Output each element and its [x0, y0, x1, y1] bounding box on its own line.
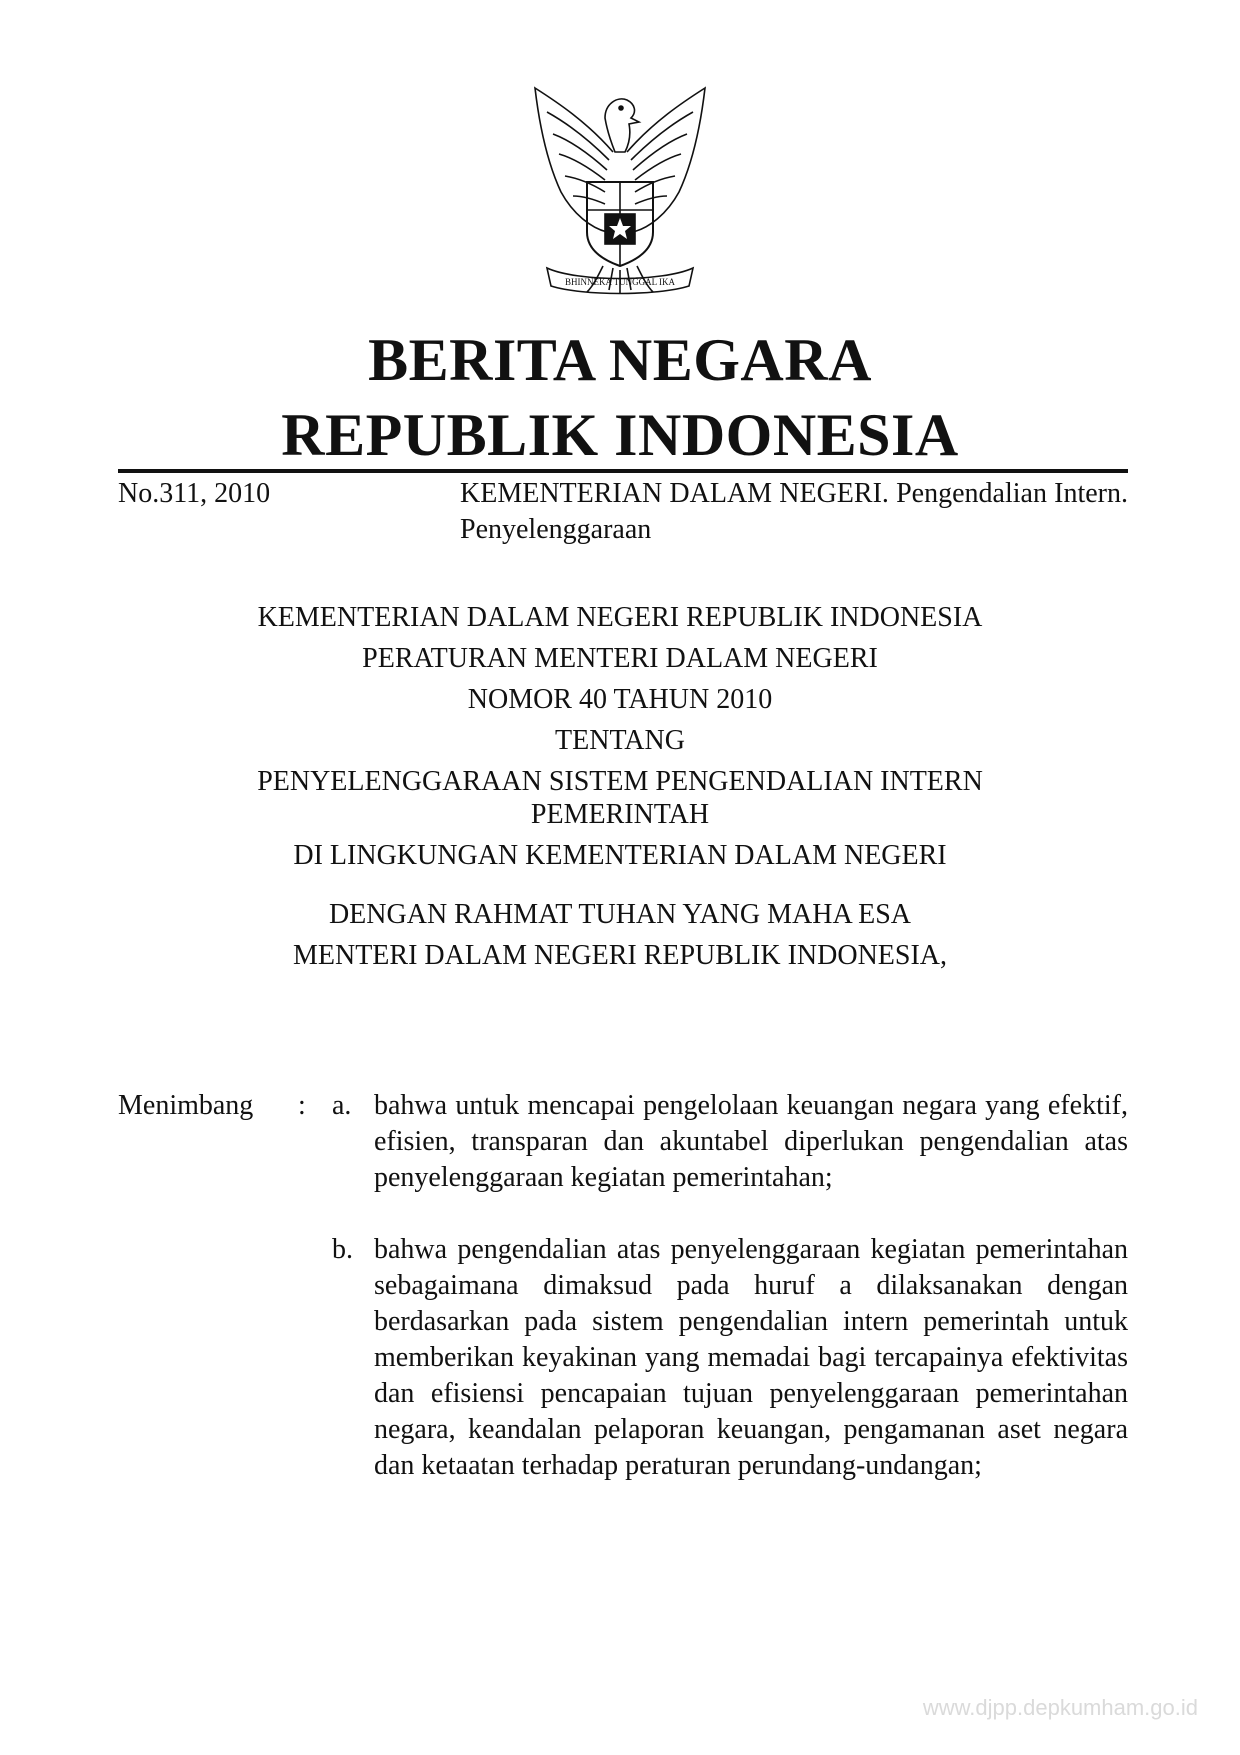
heading-invocation: DENGAN RAHMAT TUHAN YANG MAHA ESA — [328, 899, 912, 930]
clause-text: bahwa pengendalian atas penyelenggaraan kegiatan pemerintahan sebagaimana dimaksud pada huruf a dilaksanakan dengan berdasarkan pada sistem pengendalian intern pemerintah untuk memberikan keyakinan yang memadai bagi tercapainya efektivitas dan efisiensi pencapaian tujuan penyelenggaraan pemerintahan negara, keandalan pelaporan keuangan, pengamanan aset negara dan ketaatan terhadap peraturan perundang-undangan; — [374, 1234, 1128, 1481]
masthead-title-line2: REPUBLIK INDONESIA — [281, 402, 959, 468]
heading-subject-line3: DI LINGKUNGAN KEMENTERIAN DALAM NEGERI — [293, 840, 947, 871]
gazette-number: No.311, 2010 — [118, 478, 271, 509]
clause-letter: a. — [332, 1090, 352, 1121]
clause-a — [332, 1088, 1128, 1196]
clause-text: bahwa untuk mencapai pengelolaan keuangan negara yang efektif, efisien, transparan dan akuntabel diperlukan pengendalian atas penyelenggaraan kegiatan pemerintahan; — [374, 1090, 1128, 1193]
heading-number: NOMOR 40 TAHUN 2010 — [467, 684, 773, 715]
gazette-description: KEMENTERIAN DALAM NEGERI. Pengendalian Intern. Penyelenggaraan — [460, 478, 1128, 545]
header-divider — [118, 469, 1128, 473]
masthead-title-line1: BERITA NEGARA — [368, 327, 872, 393]
garuda-emblem-icon — [517, 82, 723, 300]
heading-subject-line2: PEMERINTAH — [530, 799, 710, 830]
heading-tentang: TENTANG — [555, 725, 685, 756]
menimbang-label: Menimbang — [118, 1090, 254, 1121]
clause-b — [332, 1232, 1128, 1484]
emblem-motto: BHINNEKA TUNGGAL IKA — [565, 277, 675, 287]
menimbang-colon: : — [298, 1090, 306, 1121]
heading-minister: MENTERI DALAM NEGERI REPUBLIK INDONESIA, — [292, 940, 948, 971]
heading-regulation: PERATURAN MENTERI DALAM NEGERI — [362, 643, 878, 674]
heading-ministry: KEMENTERIAN DALAM NEGERI REPUBLIK INDONESIA — [257, 602, 983, 633]
watermark-url: www.djpp.depkumham.go.id — [922, 1695, 1198, 1720]
heading-subject-line1: PENYELENGGARAAN SISTEM PENGENDALIAN INTERN — [257, 766, 983, 797]
clause-letter: b. — [332, 1234, 353, 1265]
